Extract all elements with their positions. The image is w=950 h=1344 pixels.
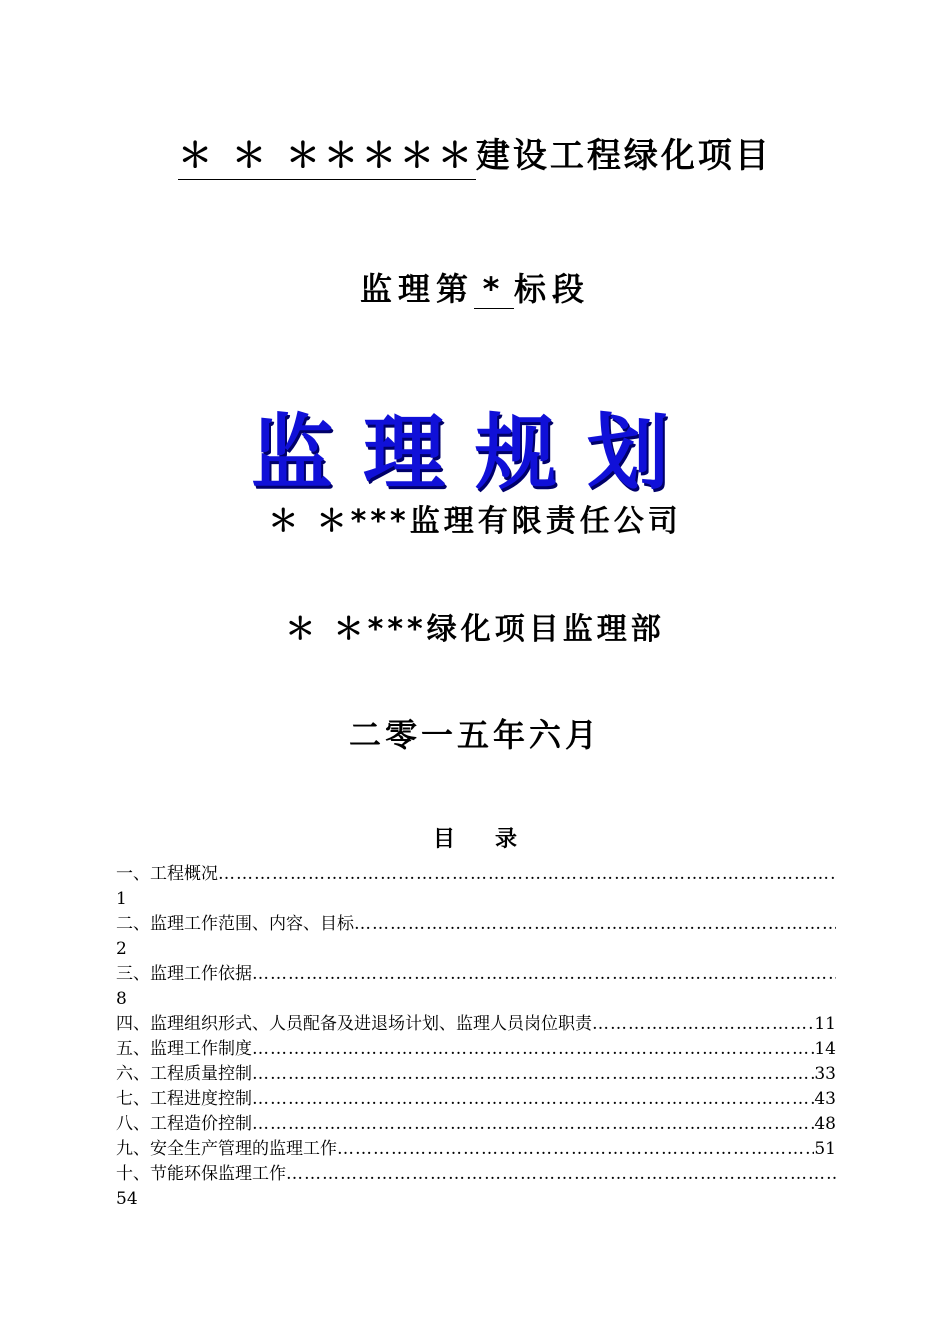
document-date: 二零一五年六月 xyxy=(348,716,601,754)
toc-entry[interactable] xyxy=(116,1062,836,1087)
section-suffix: 标段 xyxy=(514,270,591,308)
toc-leader-dots xyxy=(218,862,836,887)
toc-leader-dots xyxy=(354,912,836,937)
company-name: ＊ ＊***监理有限责任公司 xyxy=(268,504,682,539)
toc-entry-title: 十、节能环保监理工作 xyxy=(116,1164,286,1184)
toc-leader-dots xyxy=(252,1112,814,1137)
toc-entry-title: 四、监理组织形式、人员配备及进退场计划、监理人员岗位职责 xyxy=(116,1014,592,1034)
toc-entry-title: 二、监理工作范围、内容、目标 xyxy=(116,914,354,934)
toc-entry-title: 八、工程造价控制 xyxy=(116,1114,252,1134)
toc-entry-page: 2 xyxy=(116,939,127,959)
toc-entry-page: 51 xyxy=(814,1139,836,1159)
section-prefix: 监理第 xyxy=(359,270,474,308)
toc-entry-title: 三、监理工作依据 xyxy=(116,964,252,984)
toc-leader-dots xyxy=(286,1162,836,1187)
main-title: 监理规划 xyxy=(250,406,699,501)
toc-entry[interactable] xyxy=(116,1012,836,1037)
toc-entry[interactable] xyxy=(116,1087,836,1112)
table-of-contents xyxy=(116,862,836,1212)
toc-leader-dots xyxy=(592,1012,814,1037)
toc-entry-title: 七、工程进度控制 xyxy=(116,1089,252,1109)
toc-entry[interactable] xyxy=(116,1162,836,1212)
toc-leader-dots xyxy=(337,1137,814,1162)
toc-entry-title: 九、安全生产管理的监理工作 xyxy=(116,1139,337,1159)
toc-entry-title: 六、工程质量控制 xyxy=(116,1064,252,1084)
toc-entry[interactable] xyxy=(116,1112,836,1137)
toc-leader-dots xyxy=(252,962,836,987)
toc-entry-page: 43 xyxy=(814,1089,836,1109)
toc-entry[interactable] xyxy=(116,862,836,912)
toc-entry-page: 8 xyxy=(116,989,127,1009)
toc-leader-dots xyxy=(252,1037,814,1062)
project-suffix: 建设工程绿化项目 xyxy=(475,136,772,176)
section-title xyxy=(0,264,950,310)
toc-entry-page: 1 xyxy=(116,889,127,909)
toc-entry-page: 33 xyxy=(814,1064,836,1084)
toc-entry-page: 48 xyxy=(814,1114,836,1134)
toc-entry-title: 五、监理工作制度 xyxy=(116,1039,252,1059)
toc-entry[interactable] xyxy=(116,1137,836,1162)
toc-entry-page: 54 xyxy=(116,1189,138,1209)
section-number: * xyxy=(474,270,514,309)
toc-entry[interactable] xyxy=(116,962,836,1012)
project-prefix: ＊ ＊ ＊＊＊＊＊ xyxy=(178,128,476,180)
toc-heading: 目录 xyxy=(432,827,557,852)
toc-entry-title: 一、工程概况 xyxy=(116,864,218,884)
toc-entry[interactable] xyxy=(116,1037,836,1062)
toc-entry[interactable] xyxy=(116,912,836,962)
toc-entry-page: 11 xyxy=(814,1014,836,1034)
department-name: ＊ ＊***绿化项目监理部 xyxy=(285,612,665,647)
toc-entry-page: 14 xyxy=(814,1039,836,1059)
project-title xyxy=(0,128,950,180)
toc-leader-dots xyxy=(252,1062,814,1087)
toc-leader-dots xyxy=(252,1087,814,1112)
